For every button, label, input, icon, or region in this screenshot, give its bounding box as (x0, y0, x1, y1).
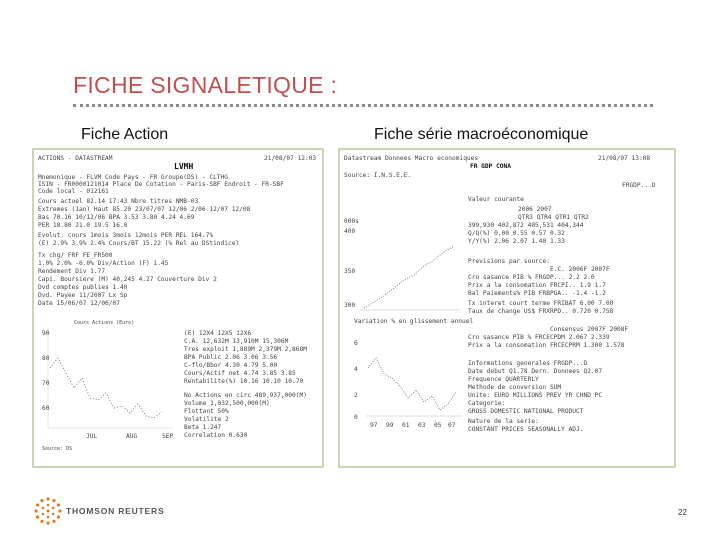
x-tick: 03 (418, 422, 426, 429)
sheet-header-left: ACTIONS - DATASTREAM (38, 155, 113, 162)
forecast-line: Bal Paiements% PIB FRBPGA.. -1.4 -1.2 (468, 290, 606, 297)
slide-title: FICHE SIGNALETIQUE : (73, 72, 338, 98)
fiche-action-sheet (32, 148, 324, 468)
price-line: Cours actuel 82.14 17:43 Nbre titres NMB-03 (38, 198, 199, 205)
x-tick: 05 (434, 422, 442, 429)
extra-line: Flottant 50% (184, 408, 229, 415)
info-line: CONSTANT PRICES SEASONALLY ADJ. (468, 426, 584, 433)
price-line: Dvd. Payee 11/2007 Lx Sp (38, 292, 128, 299)
info-line: Categorie: (468, 400, 506, 407)
axis-tick: 300 (344, 302, 356, 309)
caption-fiche-action: Fiche Action (81, 126, 169, 143)
ratio-header: (E) 12X4 12X5 12X6 (184, 330, 252, 337)
x-tick: AUG (126, 433, 138, 440)
chart-label: Cours Actions (Euro) (74, 320, 135, 326)
forecast-header: Previsions par source: (468, 258, 550, 265)
chart2-title: Variation % en glissement annuel (354, 318, 474, 325)
info-line: Date debut Q1.78 Dern. Donnees Q2.07 (468, 368, 603, 375)
thomson-reuters-dots-icon (33, 496, 63, 526)
brand-name: THOMSON REUTERS (66, 506, 165, 516)
x-tick: 99 (386, 422, 394, 429)
page-number: 22 (678, 508, 687, 517)
years: 2006 2007 (518, 206, 552, 213)
price-line: Bas 70.16 10/12/06 BPA 3.53 3.80 4.24 4.69 (38, 214, 195, 221)
axis-tick: 400 (344, 228, 356, 235)
forecast-cols: E.C. 2006F 2007F (550, 266, 610, 273)
title-divider (73, 104, 653, 107)
forecast2-line: Cro sasance PIB % FRCECPDM 2.067 2.339 (468, 334, 610, 341)
ratio-line: BPA Public 2.06 3.06 3.56 (184, 354, 278, 361)
axis-tick: 80 (42, 355, 50, 362)
info-line: Methode de conversion SUM (468, 384, 562, 391)
axis-tick: 6 (354, 340, 358, 347)
info-line: GROSS DOMESTIC NATIONAL PRODUCT (468, 408, 584, 415)
info-line: Frequence QUARTERLY (468, 376, 539, 383)
extra-line: Volatilite 2 (184, 416, 229, 423)
axis-tick: 90 (42, 330, 50, 337)
price-line: Date 15/06/07 12/06/07 (38, 300, 120, 307)
info-line: Informations generales FRGDP...D (468, 360, 588, 367)
ratio-line: Rentabilite(%) 10.16 10.10 10.70 (184, 378, 304, 385)
source: Source: I.N.S.E.E. (344, 172, 412, 179)
series-code: FRGDP...D (622, 182, 656, 189)
axis-tick: 350 (344, 268, 356, 275)
sheet-header-right: 21/08/07 12:03 (264, 155, 317, 162)
stock-price-chart (38, 328, 178, 438)
axis-tick: 2 (354, 392, 358, 399)
axis-tick: 0 (354, 414, 358, 421)
id-line: Code local - 012161 (38, 188, 109, 195)
ratio-line: C-flo/Bbor 4.30 4.79 5.00 (184, 362, 278, 369)
fiche-serie-sheet (338, 148, 676, 468)
forecast-line: Prix a la consomation FRCPI.. 1.9 1.7 (468, 282, 606, 289)
series-title: FR GDP CONA (470, 163, 511, 170)
price-line: 1.0% 2.0% -6.0% Div/Action (F) 1.45 (38, 260, 169, 267)
x-tick: SEP (162, 433, 174, 440)
forecast-line: Cro sasance PIB % FRGDP... 2.2 2.0 (468, 274, 595, 281)
gdp-growth-chart (366, 328, 462, 420)
price-line: (E) 2.9% 3.9% 2.4% Cours/BT 15.22 (% Rel au DStindice) (38, 240, 240, 247)
sheet-header-left: Datastream Donnees Macro economiques (344, 155, 479, 162)
id-line: Mnemonique - FLVM Code Pays - FR Groupe(DS) - CLTHG (38, 174, 228, 181)
axis-tick: 4 (354, 366, 358, 373)
values-header: Valeur courante (468, 196, 524, 203)
price-line: PER 18.80 21.0 19.5 16.0 (38, 222, 128, 229)
forecast-line: Taux de change US$ FRXRPD.. 0.720 0.758 (468, 308, 614, 315)
forecast2-cols: Consensus 2007F 2008F (550, 326, 629, 333)
extra-line: No Actions en circ 489,937,000(M) (184, 392, 307, 399)
value-line: Y/Y(%) 2.06 2.07 1.40 1.33 (468, 238, 565, 245)
axis-tick: 70 (42, 380, 50, 387)
ratio-line: C.A. 12,632M 13,910M 15,306M (184, 338, 289, 345)
ratio-line: Cours/Actif net 4.74 3.85 3.85 (184, 370, 296, 377)
value-line: 399,930 402,872 405,531 404,344 (468, 222, 584, 229)
value-line: Q/Q(%) 0.00 0.55 0.57 0.32 (468, 230, 565, 237)
price-line: Tx chg/ FRF FE_FR500 (38, 252, 113, 259)
chart-unit: 000s (344, 218, 359, 225)
footer-note: Source: DS (42, 446, 73, 452)
price-line: Rendement Div 1.77 (38, 268, 106, 275)
info-line: Nature de la serie: (468, 418, 539, 425)
x-tick: 01 (402, 422, 410, 429)
extra-line: Correlation 0.630 (184, 432, 248, 439)
gdp-level-chart (360, 220, 460, 315)
forecast2-line: Prix a la consomation FRCECPRM 1.300 1.578 (468, 342, 625, 349)
price-line: Extremes (1an) Haut 85.20 23/07/07 12/06 2/06 12/07 12/08 (38, 206, 251, 213)
price-line: Dvd comptes publies 1.40 (38, 284, 128, 291)
x-tick: 07 (448, 422, 456, 429)
forecast-line: Tx interet court terme FRIBAT 6.00 7.00 (468, 300, 614, 307)
extra-line: Volume 1,032,500,000(M) (184, 400, 270, 407)
sheet-header-right: 21/08/07 13:08 (598, 155, 651, 162)
info-line: Unite: EURO MILLIONS PREV YR CHND PC (468, 392, 603, 399)
x-tick: JUL (86, 433, 98, 440)
extra-line: Beta 1.247 (184, 424, 222, 431)
x-tick: 97 (370, 422, 378, 429)
company-name: LVMH (174, 162, 194, 171)
caption-fiche-serie: Fiche série macroéconomique (374, 126, 589, 143)
price-line: Evolut. cours 1mois 3mois 12mois PER REL 164.7% (38, 232, 214, 239)
id-line: ISIN - FR0000121014 Place De Cotation - Paris-SBF Endroit - FR-SBF (38, 181, 284, 188)
axis-tick: 60 (42, 405, 50, 412)
price-line: Capi. Boursiere (M) 40,245 4.27 Couverture Div 2 (38, 276, 217, 283)
ratio-line: Tres exploit 1,889M 2,379M 2,868M (184, 346, 307, 353)
quarters: QTR3 QTR4 QTR1 QTR2 (518, 214, 589, 221)
